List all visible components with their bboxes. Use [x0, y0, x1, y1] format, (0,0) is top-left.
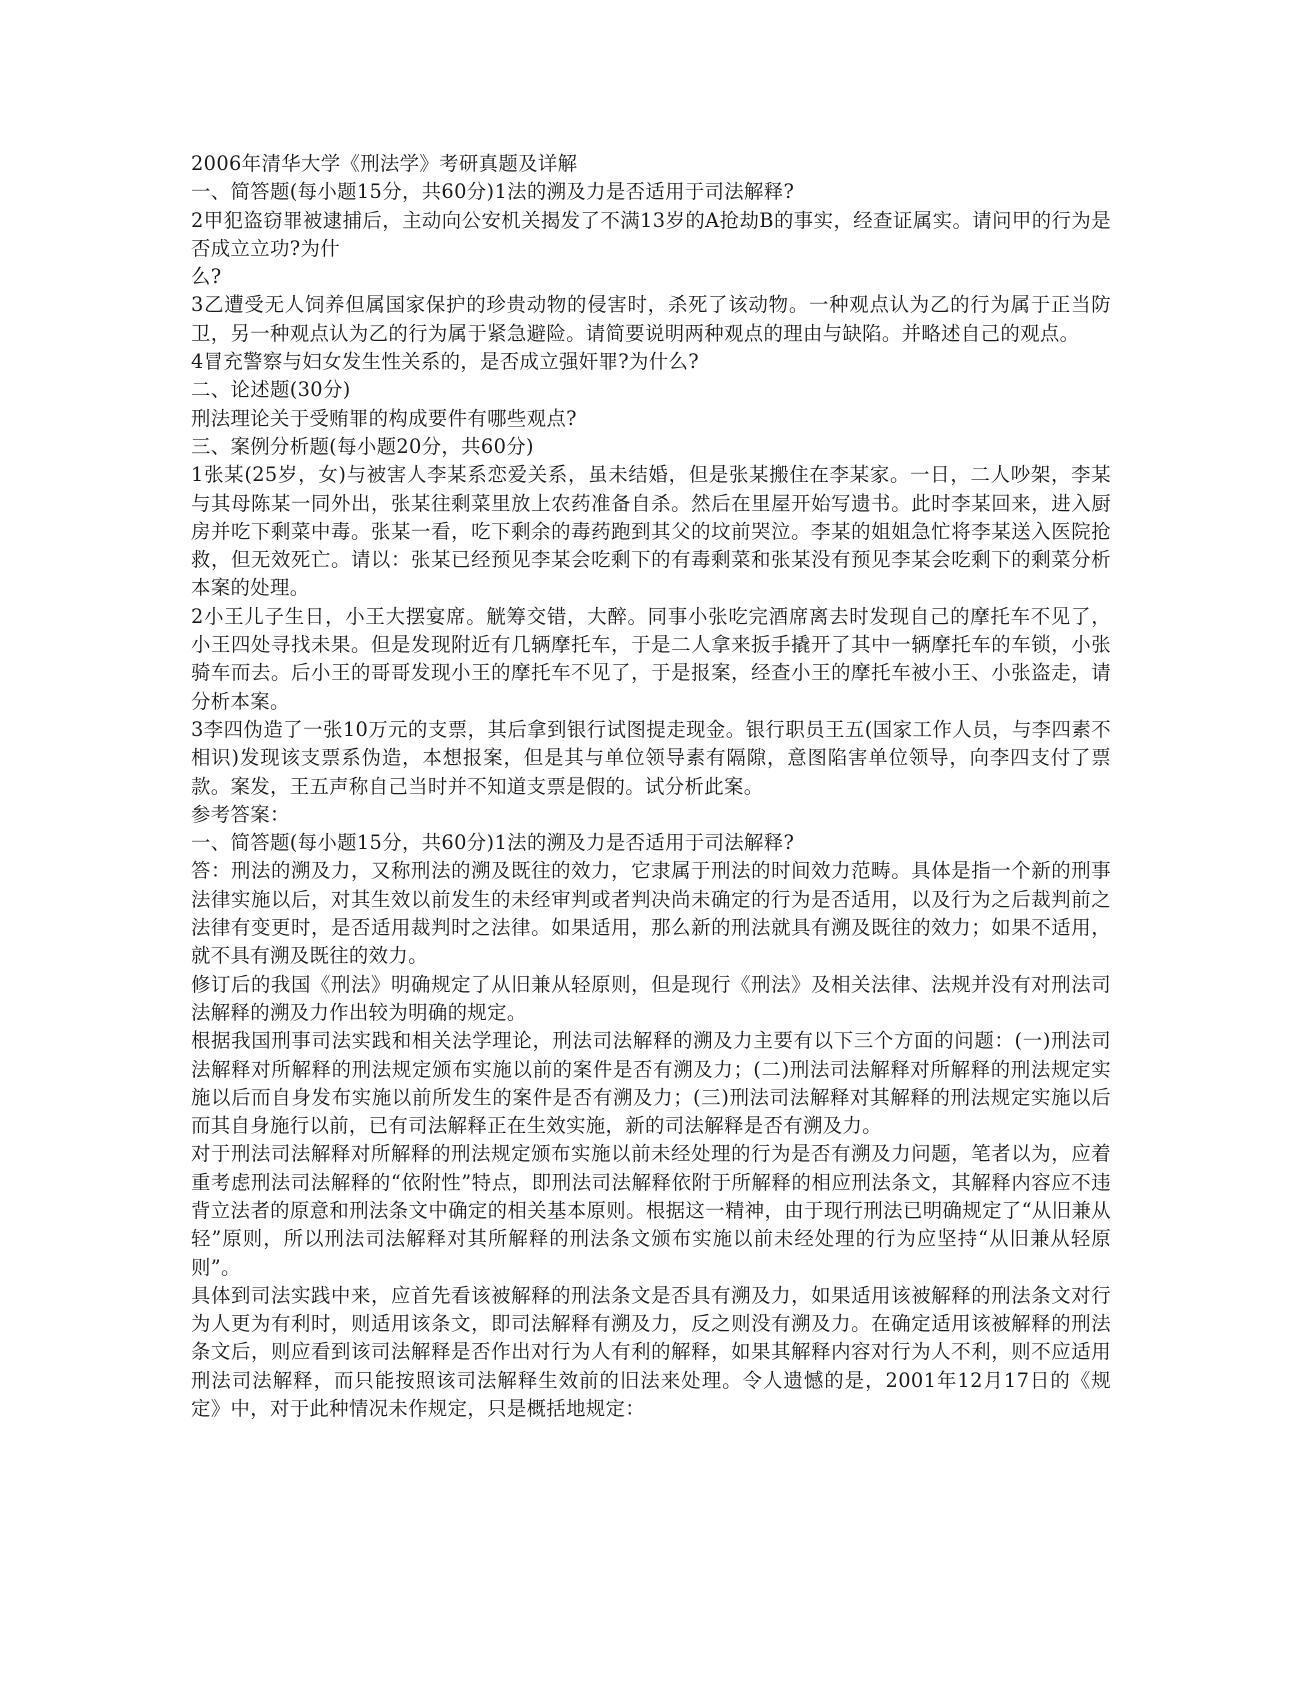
paragraph: 答：刑法的溯及力，又称刑法的溯及既往的效力，它隶属于刑法的时间效力范畴。具体是指一个新的刑事法律实施以后，对其生效以前发生的未经审判或者判决尚未确定的行为是否适用，以及行为之后裁判前之法律有变更时，是否适用裁判时之法律。如果适用，那么新的刑法就具有溯及既往的效力；如果不适用，就不具有溯及既往的效力。 [191, 859, 1111, 968]
paragraph: 一、简答题(每小题15分，共60分)1法的溯及力是否适用于司法解释? [191, 831, 795, 855]
section-heading: 三、案例分析题(每小题20分，共60分) [191, 434, 534, 458]
paragraph: 对于刑法司法解释对所解释的刑法规定颁布实施以前未经处理的行为是否有溯及力问题，笔者以为，应着重考虑刑法司法解释的“依附性”特点，即刑法司法解释依附于所解释的相应刑法条文，其解释内容应不违背立法者的原意和刑法条文中确定的相关基本原则。根据这一精神，由于现行刑法已明确规定了“从旧兼从轻”原则，所以刑法司法解释对其所解释的刑法条文颁布实施以前未经处理的行为应坚持“从旧兼从轻原则”。 [191, 1142, 1111, 1279]
paragraph: 么? [191, 265, 222, 289]
paragraph: 3李四伪造了一张10万元的支票，其后拿到银行试图提走现金。银行职员王五(国家工作人员，与李四素不相识)发现该支票系伪造，本想报案，但是其与单位领导素有隔隙，意图陷害单位领导，向李四支付了票款。案发，王五声称自己当时并不知道支票是假的。试分析此案。 [191, 717, 1111, 798]
paragraph: 1张某(25岁，女)与被害人李某系恋爱关系，虽未结婚，但是张某搬住在李某家。一日，二人吵架，李某与其母陈某一同外出，张某往剩菜里放上农药准备自杀。然后在里屋开始写遗书。此时李某回来，进入厨房并吃下剩菜中毒。张某一看，吃下剩余的毒药跑到其父的坟前哭泣。李某的姐姐急忙将李某送入医院抢救，但无效死亡。请以：张某已经预见李某会吃剩下的有毒剩菜和张某没有预见李某会吃剩下的剩菜分析本案的处理。 [191, 463, 1111, 600]
paragraph: 具体到司法实践中来，应首先看该被解释的刑法条文是否具有溯及力，如果适用该被解释的刑法条文对行为人更为有利时，则适用该条文，即司法解释有溯及力，反之则没有溯及力。在确定适用该被解释的刑法条文后，则应看到该司法解释是否作出对行为人有利的解释，如果其解释内容对行为人不利，则不应适用刑法司法解释，而只能按照该司法解释生效前的旧法来处理。令人遗憾的是，2001年12月17日的《规定》中，对于此种情况未作规定，只是概括地规定： [191, 1283, 1111, 1421]
paragraph: 根据我国刑事司法实践和相关法学理论，刑法司法解释的溯及力主要有以下三个方面的问题：(一)刑法司法解释对所解释的刑法规定颁布实施以前的案件是否有溯及力；(二)刑法司法解释对所解释的刑法规定实施以后而自身发布实施以前所发生的案件是否有溯及力；(三)刑法司法解释对其解释的刑法规定实施以后而其自身施行以前，已有司法解释正在生效实施，新的司法解释是否有溯及力。 [191, 1029, 1111, 1138]
document-page [191, 150, 1111, 1423]
paragraph: 4冒充警察与妇女发生性关系的，是否成立强奸罪?为什么? [191, 350, 699, 374]
section-heading: 二、论述题(30分) [191, 378, 351, 402]
paragraph: 2小王儿子生日，小王大摆宴席。觥筹交错，大醉。同事小张吃完酒席离去时发现自己的摩托车不见了，小王四处寻找未果。但是发现附近有几辆摩托车，于是二人拿来扳手撬开了其中一辆摩托车的车锁，小张骑车而去。后小王的哥哥发现小王的摩托车不见了，于是报案，经查小王的摩托车被小王、小张盗走，请分析本案。 [191, 604, 1111, 713]
paragraph: 3乙遭受无人饲养但属国家保护的珍贵动物的侵害时，杀死了该动物。一种观点认为乙的行为属于正当防卫，另一种观点认为乙的行为属于紧急避险。请简要说明两种观点的理由与缺陷。并略述自己的观点。 [191, 293, 1111, 345]
paragraph: 修订后的我国《刑法》明确规定了从旧兼从轻原则，但是现行《刑法》及相关法律、法规并没有对刑法司法解释的溯及力作出较为明确的规定。 [191, 972, 1111, 1024]
paragraph: 刑法理论关于受贿罪的构成要件有哪些观点? [191, 406, 577, 430]
paragraph: 2甲犯盗窃罪被逮捕后，主动向公安机关揭发了不满13岁的A抢劫B的事实，经查证属实。请问甲的行为是否成立立功?为什 [191, 208, 1111, 260]
answer-heading: 参考答案： [191, 802, 290, 826]
document-title: 2006年清华大学《刑法学》考研真题及详解 [191, 152, 578, 175]
paragraph: 一、简答题(每小题15分，共60分)1法的溯及力是否适用于司法解释? [191, 180, 795, 204]
